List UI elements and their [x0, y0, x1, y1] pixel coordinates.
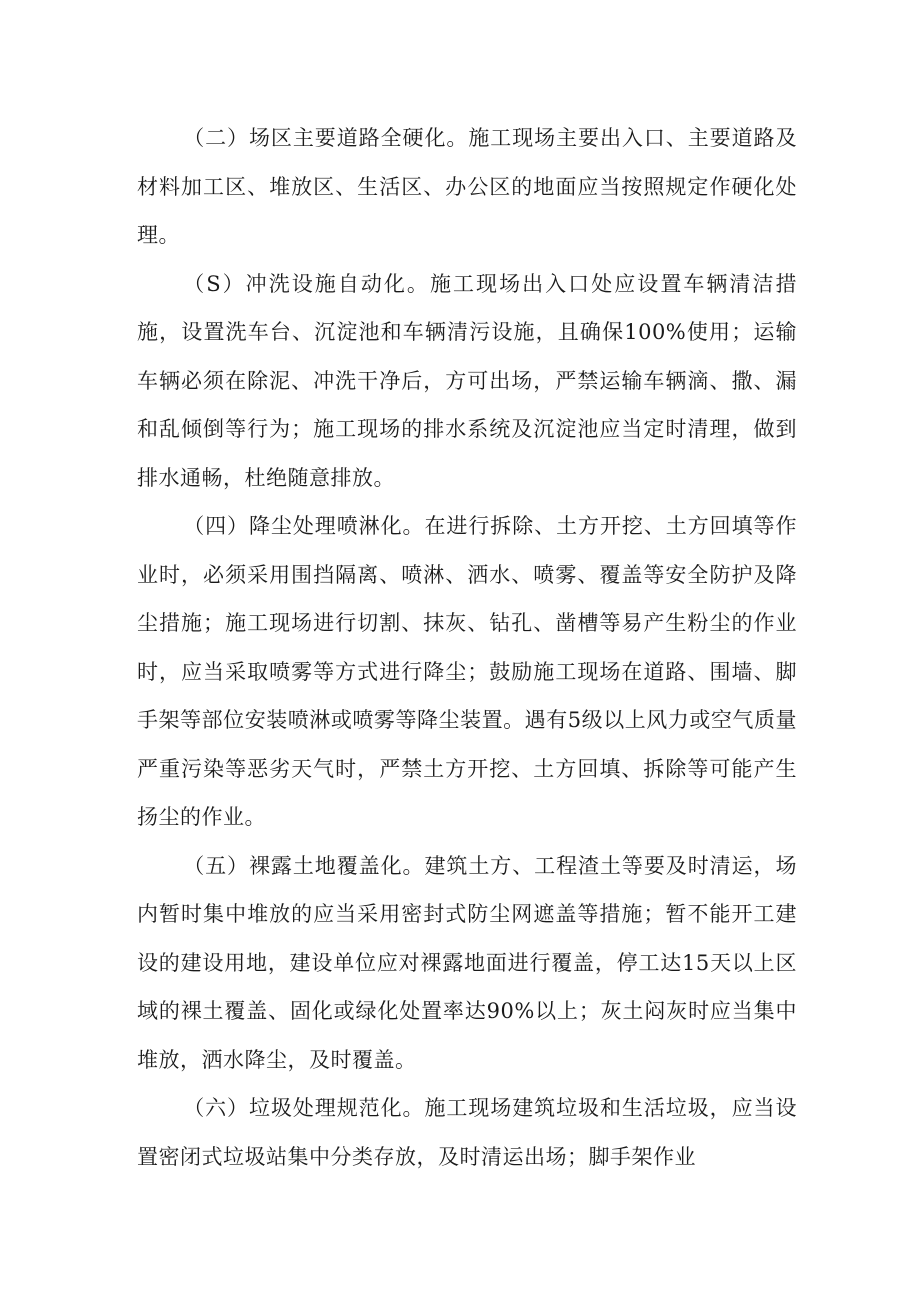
- paragraph-waste-handling: （六）垃圾处理规范化。施工现场建筑垃圾和生活垃圾，应当设置密闭式垃圾站集中分类存放，及时清运出场；脚手架作业: [137, 1096, 797, 1169]
- paragraph-washing-facilities: （S）冲洗设施自动化。施工现场出入口处应设置车辆清洁措施，设置洗车台、沉淀池和车辆清污设施，且确保100%使用；运输车辆必须在除泥、冲洗干净后，方可出场，严禁运输车辆滴、撒、漏和乱倾倒等行为；施工现场的排水系统及沉淀池应当定时清理，做到排水通畅，杜绝随意排放。: [137, 271, 797, 490]
- paragraph-bare-land-covering: （五）裸露土地覆盖化。建筑土方、工程渣土等要及时清运，场内暂时集中堆放的应当采用密封式防尘网遮盖等措施；暂不能开工建设的建设用地，建设单位应对裸露地面进行覆盖，停工达15天以上区域的裸土覆盖、固化或绿化处置率达90%以上；灰土闷灰时应当集中堆放，洒水降尘，及时覆盖。: [137, 853, 797, 1072]
- paragraph-dust-spraying: （四）降尘处理喷淋化。在进行拆除、土方开挖、土方回填等作业时，必须采用围挡隔离、喷淋、洒水、喷雾、覆盖等安全防护及降尘措施；施工现场进行切割、抹灰、钻孔、凿槽等易产生粉尘的作业时，应当采取喷雾等方式进行降尘；鼓励施工现场在道路、围墙、脚手架等部位安装喷淋或喷雾等降尘装置。遇有5级以上风力或空气质量严重污染等恶劣天气时，严禁土方开挖、土方回填、拆除等可能产生扬尘的作业。: [137, 514, 797, 829]
- paragraph-road-hardening: （二）场区主要道路全硬化。施工现场主要出入口、主要道路及材料加工区、堆放区、生活区、办公区的地面应当按照规定作硬化处理。: [137, 126, 797, 247]
- document-page: [137, 114, 797, 1181]
